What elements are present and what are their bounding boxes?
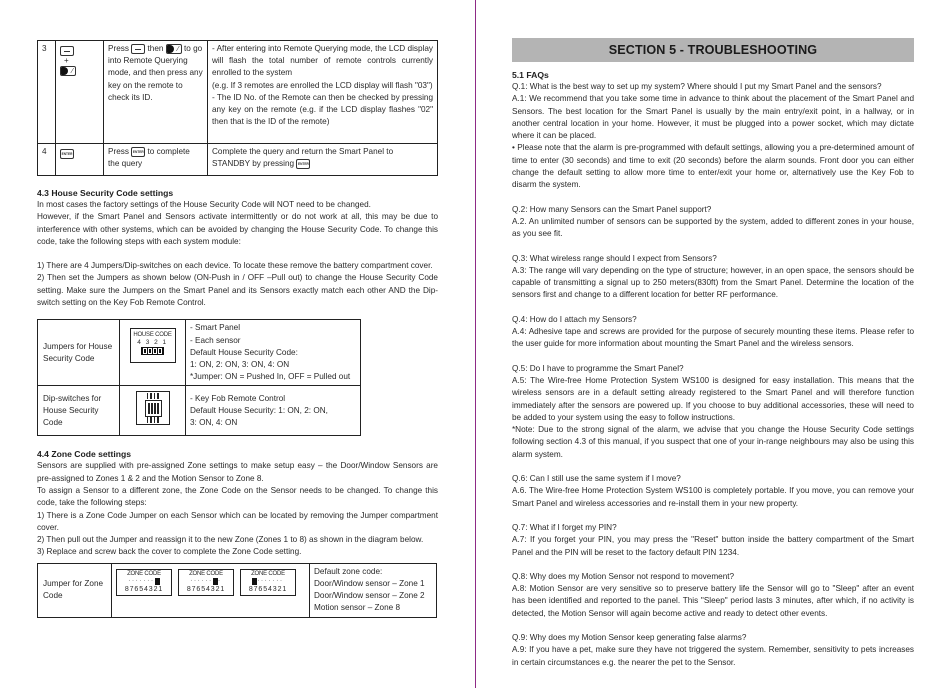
table-row: [38, 41, 438, 144]
bypass-key-icon: ⁄: [60, 66, 76, 76]
step-number: 4: [38, 144, 56, 176]
instruction-cell: Press then ⁄ to go into Remote Querying mode, and then press any key on the remote to check its ID.: [104, 41, 208, 144]
faq-item-4: [512, 314, 914, 351]
row-details: - Key Fob Remote Control Default House Security: 1: ON, 2: ON, 3: ON, 4: ON: [186, 386, 361, 436]
faq-answer: A.5: The Wire-free Home Protection System WS100 is designed for easy installation. This means that the wireless sensors are in a default setting already registered to the Smart Panel and will therefore function immediately after the sensors are powered up. If you choose to buy additional accessories, these will need to be added to your system using the easy to follow instructions.: [512, 375, 914, 422]
faq-item-7: [512, 522, 914, 559]
description-cell: - After entering into Remote Querying mode, the LCD display will flash the total number of remote controls currently enrolled to the system (e.g. If 3 remotes are enrolled the LCD display will flash "03") - The ID No. of the Remote can then be checked by pressing any key on the remote (e.g. if the LCD display flashes "02" then that is the ID of the remote): [208, 41, 438, 144]
zone-code-diagrams: [112, 563, 310, 617]
row-label: Dip-switches for House Security Code: [38, 386, 120, 436]
house-code-table: [37, 319, 361, 436]
section-body: Sensors are supplied with pre-assigned Zone settings to make setup easy – the Door/Window Sensors are pre-assigned to Zones 1 & 2 and the Motion Sensor to Zone 8. To assign a Sensor to a different zone, the Zone Code on the Sensor needs to be changed. To change this code, take the following steps: 1) There is a Zone Code Jumper on each Sensor which can be located by removing the Jumper compartment cover. 2) Then pull out the Jumper and reassign it to the new Zone (Zones 1 to 8) as shown in the diagram below. 3) Replace and screw back the cover to complete the Zone Code setting.: [37, 461, 438, 557]
faq-section: [512, 69, 914, 669]
faq-heading: 5.1 FAQs: [512, 70, 549, 80]
key-combo-cell: [56, 144, 104, 176]
faq-answer: A.4: Adhesive tape and screws are provided for the purpose of securely mounting these items. Please refer to the user guide for more information about mounting the Smart Panel and the wireless sensors.: [512, 327, 914, 349]
instruction-cell: Press ENTER to complete the query: [104, 144, 208, 176]
dash-key-icon: [60, 46, 74, 56]
faq-answer: A.2. An unlimited number of sensors can be supported by the system, added to different zones in your house, as you see fit.: [512, 216, 914, 239]
zone-code-diagram-zone-2: ZONE CODE ······ · 87654321: [178, 569, 234, 596]
zone-code-table: [37, 563, 437, 618]
table-row: [38, 563, 437, 617]
zone-code-diagram-zone-1: ZONE CODE ······· 87654321: [116, 569, 172, 596]
page-divider: [475, 0, 476, 688]
faq-item-1: [512, 81, 914, 192]
faq-answer: A.6. The Wire-free Home Protection System WS100 is completely portable. If you move, you can remove your Smart Panel and wireless accessories and re-install them in your new property.: [512, 486, 914, 508]
faq-question: Q.9: Why does my Motion Sensor keep generating false alarms?: [512, 632, 747, 642]
section-4-4: [37, 448, 438, 617]
table-row: [38, 144, 438, 176]
dash-key-icon: [131, 44, 145, 54]
faq-note: • Please note that the alarm is pre-programmed with default settings, allowing you a pre-determined amount of time to enter (30 seconds) and time to exit (20 seconds) before the alarm sounds. Front door you can either change the default setting to allow more time to enter/exit your home or, alternatively use the Key Fob to disarm the system.: [512, 143, 914, 190]
faq-answer: A.1: We recommend that you take some time in advance to think about the placement of the Smart Panel and Sensors. The best location for the Smart Panel is usually by the main entry/exit point, in a hallway, or in another central location in your home. However, it must be plugged into a power socket, which may dictate where it can be placed.: [512, 94, 914, 141]
zone-code-diagram-zone-8: ZONE CODE ······· 87654321: [240, 569, 296, 596]
faq-question: Q.2: How many Sensors can the Smart Panel support?: [512, 204, 712, 214]
table-row: [38, 386, 361, 436]
faq-item-8: [512, 571, 914, 620]
section-heading: 4.4 Zone Code settings: [37, 449, 132, 460]
faq-question: Q.8: Why does my Motion Sensor not respond to movement?: [512, 571, 735, 581]
faq-question: Q.5: Do I have to programme the Smart Panel?: [512, 363, 684, 373]
faq-question: Q.4: How do I attach my Sensors?: [512, 314, 637, 324]
faq-item-9: [512, 632, 914, 669]
section-4-3: [37, 187, 438, 436]
faq-question: Q.7: What if I forget my PIN?: [512, 522, 617, 532]
faq-list: [512, 81, 914, 669]
plus-sign: +: [64, 56, 69, 66]
faq-note: *Note: Due to the strong signal of the alarm, we advise that you change the House Security Code settings following section 4.3 of this manual, if you suspect that one of your in-range neighbours may also be using this alarm system.: [512, 425, 914, 459]
faq-answer: A.7: If you forget your PIN, you may press the "Reset" button inside the battery compartment of the Smart Panel and the PIN will be reset to the factory default PIN 1234.: [512, 535, 914, 557]
enter-key-icon: ENTER: [296, 159, 310, 169]
row-label: Jumper for Zone Code: [38, 563, 112, 617]
faq-answer: A.8: Motion Sensor are very sensitive so to preserve battery life the Sensor will go to "Sleep" after an event has been identified and reported to the panel. This "Sleep" period lasts 3 minutes, after which, if no activity is detected, the Motion Sensor will again become active and ready to detect other events.: [512, 584, 914, 618]
faq-answer: A.9: If you have a pet, make sure they have not triggered the system. Remember, sensitivity to pets increases in certain circumstances e.g. the nearer the pet to the Sensor.: [512, 645, 914, 667]
faq-item-3: [512, 253, 914, 302]
row-details: Default zone code: Door/Window sensor – Zone 1 Door/Window sensor – Zone 2 Motion sensor – Zone 8: [310, 563, 437, 617]
section-title-banner: SECTION 5 - TROUBLESHOOTING: [512, 38, 914, 62]
house-code-jumper-diagram: HOUSE CODE 4 3 2 1: [120, 320, 186, 386]
faq-question: Q.3: What wireless range should I expect from Sensors?: [512, 253, 717, 263]
remote-query-steps-table: [37, 40, 438, 176]
bypass-key-icon: ⁄: [166, 44, 182, 54]
jumper-block-icon: [141, 347, 164, 355]
section-body: In most cases the factory settings of the House Security Code will NOT need to be changed. However, if the Smart Panel and Sensors activate intermittently or do not work at all, this may be due to interference with other systems, which can be avoided by changing the House Security Code. To change this code, take the following steps with each system module: 1) There are 4 Jumpers/Dip-switches on each device. To locate these remove the battery compartment cover. 2) Then set the Jumpers as shown below (ON-Push in / OFF –Pull out) to change the House Security Code setting. Make sure the Jumpers on the Smart Panel and its Sensors exactly match each other AND the Dip-switch setting on the Key Fob Remote Control.: [37, 200, 438, 308]
section-heading: 4.3 House Security Code settings: [37, 188, 174, 198]
faq-item-5: [512, 363, 914, 461]
row-label: Jumpers for House Security Code: [38, 320, 120, 386]
step-number: 3: [38, 41, 56, 144]
faq-question: Q.6: Can I still use the same system if I move?: [512, 474, 681, 484]
right-page: [512, 0, 914, 688]
dip-switch-diagram: [120, 386, 186, 436]
enter-key-icon: ENTER: [60, 149, 74, 159]
row-details: - Smart Panel - Each sensor Default House Security Code: 1: ON, 2: ON, 3: ON, 4: ON *Jumper: ON = Pushed In, OFF = Pulled out: [186, 320, 361, 386]
faq-question: Q.1: What is the best way to set up my system? Where should I put my Smart Panel and the sensors?: [512, 82, 882, 91]
faq-item-6: [512, 473, 914, 510]
faq-answer: A.3: The range will vary depending on the type of structure; however, in an open space, the sensors should be capable of transmitting a signal up to 250 meters(830ft) from the Smart Panel. Determine the location of the sensors first and change to a different location for better RF performance.: [512, 265, 914, 300]
faq-item-2: [512, 204, 914, 241]
table-row: [38, 320, 361, 386]
dip-switch-icon: [136, 391, 170, 425]
enter-key-icon: ENTER: [131, 147, 145, 157]
key-combo-cell: [56, 41, 104, 144]
left-page: [37, 0, 438, 688]
description-cell: Complete the query and return the Smart Panel to STANDBY by pressing ENTER: [208, 144, 438, 176]
